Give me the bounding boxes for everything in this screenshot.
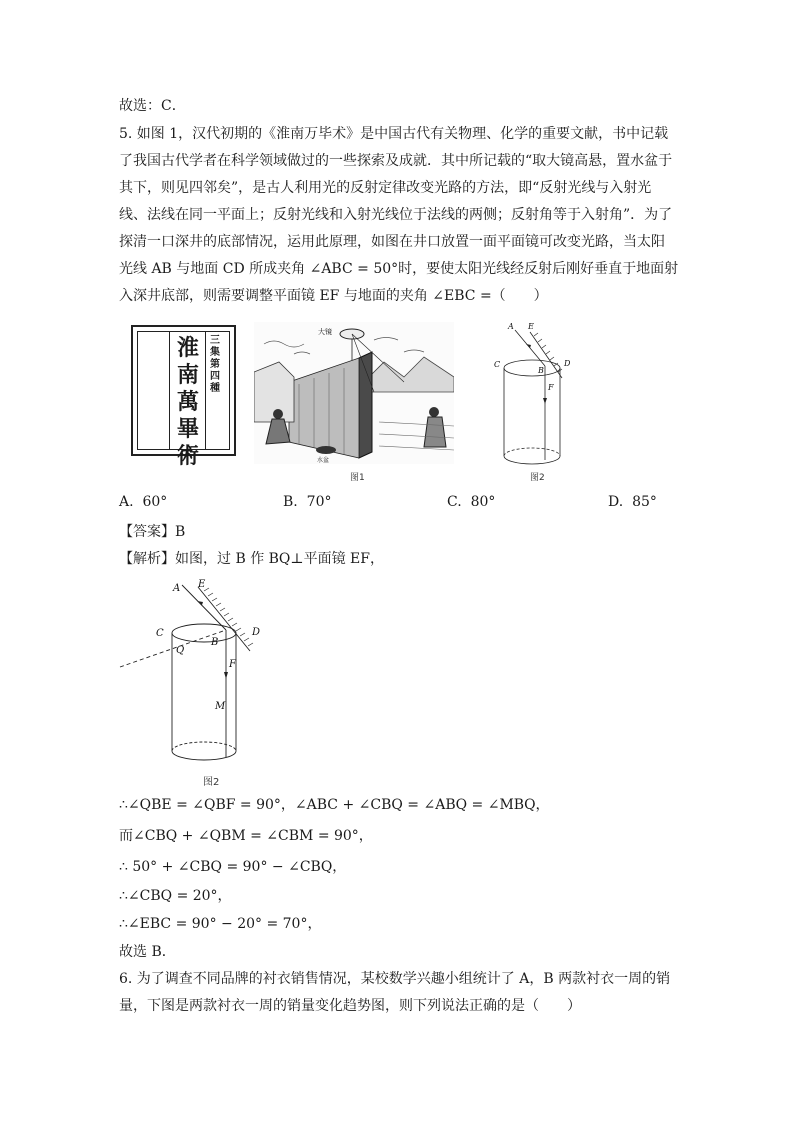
q5-line: 5. 如图 1，汉代初期的《淮南万毕术》是中国古代有关物理、化学的重要文献，书中记载 — [119, 126, 669, 142]
book-cover-image — [131, 325, 236, 469]
fig3-point-e: E — [198, 579, 206, 590]
prev-answer: 故选：C． — [119, 98, 186, 114]
figure-1-illustration — [254, 322, 454, 464]
fig2-point-f: F — [548, 383, 554, 392]
q6-line: 量，下图是两款衬衣一周的销量变化趋势图，则下列说法正确的是（ ） — [119, 998, 581, 1014]
q5-line: 光线 AB 与地面 CD 所成夹角 ∠ABC = 50°时，要使太阳光线经反射后刚好垂直于地面射 — [119, 261, 679, 277]
q6-line: 6. 为了调查不同品牌的衬衣销售情况，某校数学兴趣小组统计了 A，B 两款衬衣一周的销 — [119, 971, 671, 987]
solution-step: ∴∠QBE = ∠QBF = 90°，∠ABC + ∠CBQ = ∠ABQ = ∠MBQ， — [119, 797, 550, 813]
q5-line: 了我国古代学者在科学领域做过的一些探索及成就．其中所记载的“取大镜高悬，置水盆于 — [119, 153, 673, 169]
solution-step: ∴∠EBC = 90° − 20° = 70°， — [119, 916, 322, 932]
fig3-caption: 图2 — [203, 777, 220, 788]
fig3-point-m: M — [215, 701, 226, 712]
fig2-point-c: C — [494, 360, 501, 369]
option-d[interactable]: D. 85° — [608, 494, 657, 510]
solution-step: 故选 B． — [119, 944, 176, 960]
fig3-point-f: F — [229, 659, 236, 670]
book-divider — [205, 331, 206, 450]
fig2-point-d: D — [564, 359, 571, 368]
fig1-caption: 图1 — [350, 473, 365, 483]
fig2-point-e: E — [528, 322, 534, 331]
q5-line: 探清一口深井的底部情况，运用此原理，如图在井口放置一面平面镜可改变光路，当太阳 — [119, 234, 665, 250]
fig3-point-b: B — [211, 637, 219, 648]
fig1-mirror-label: 大镜 — [318, 328, 332, 336]
solution-step: 而∠CBQ + ∠QBM = ∠CBM = 90°， — [119, 828, 373, 844]
q5-line: 入深井底部，则需要调整平面镜 EF 与地面的夹角 ∠EBC =（ ） — [119, 288, 548, 304]
q5-line: 其下，则见四邻矣”，是古人利用光的反射定律改变光路的方法，即“反射光线与入射光 — [119, 180, 652, 196]
book-divider — [169, 331, 170, 450]
fig2-point-b: B — [538, 366, 544, 375]
analysis-intro: 【解析】如图，过 B 作 BQ⊥平面镜 EF， — [119, 551, 384, 567]
option-a[interactable]: A. 60° — [119, 494, 168, 510]
fig2-caption: 图2 — [530, 473, 545, 483]
fig1-basin-label: 水盆 — [317, 457, 330, 464]
option-c[interactable]: C. 80° — [447, 494, 496, 510]
book-subtitle: 三集第四種 — [210, 335, 220, 394]
figure-2-diagram — [490, 320, 590, 470]
book-title: 淮南萬畢術 — [176, 335, 199, 469]
solution-step: ∴ 50° + ∠CBQ = 90° − ∠CBQ， — [119, 859, 347, 875]
fig3-point-d: D — [252, 627, 261, 638]
answer-label: 【答案】B — [119, 524, 186, 540]
fig3-point-q: Q — [176, 645, 185, 656]
fig3-point-a: A — [173, 583, 181, 594]
solution-step: ∴∠CBQ = 20°， — [119, 888, 232, 904]
fig2-point-a: A — [508, 322, 514, 331]
option-b[interactable]: B. 70° — [283, 494, 332, 510]
figure-solution-diagram — [118, 575, 278, 775]
fig3-point-c: C — [156, 628, 164, 639]
q5-line: 线、法线在同一平面上；反射光线和入射光线位于法线的两侧；反射角等于入射角”．为了 — [119, 207, 673, 223]
